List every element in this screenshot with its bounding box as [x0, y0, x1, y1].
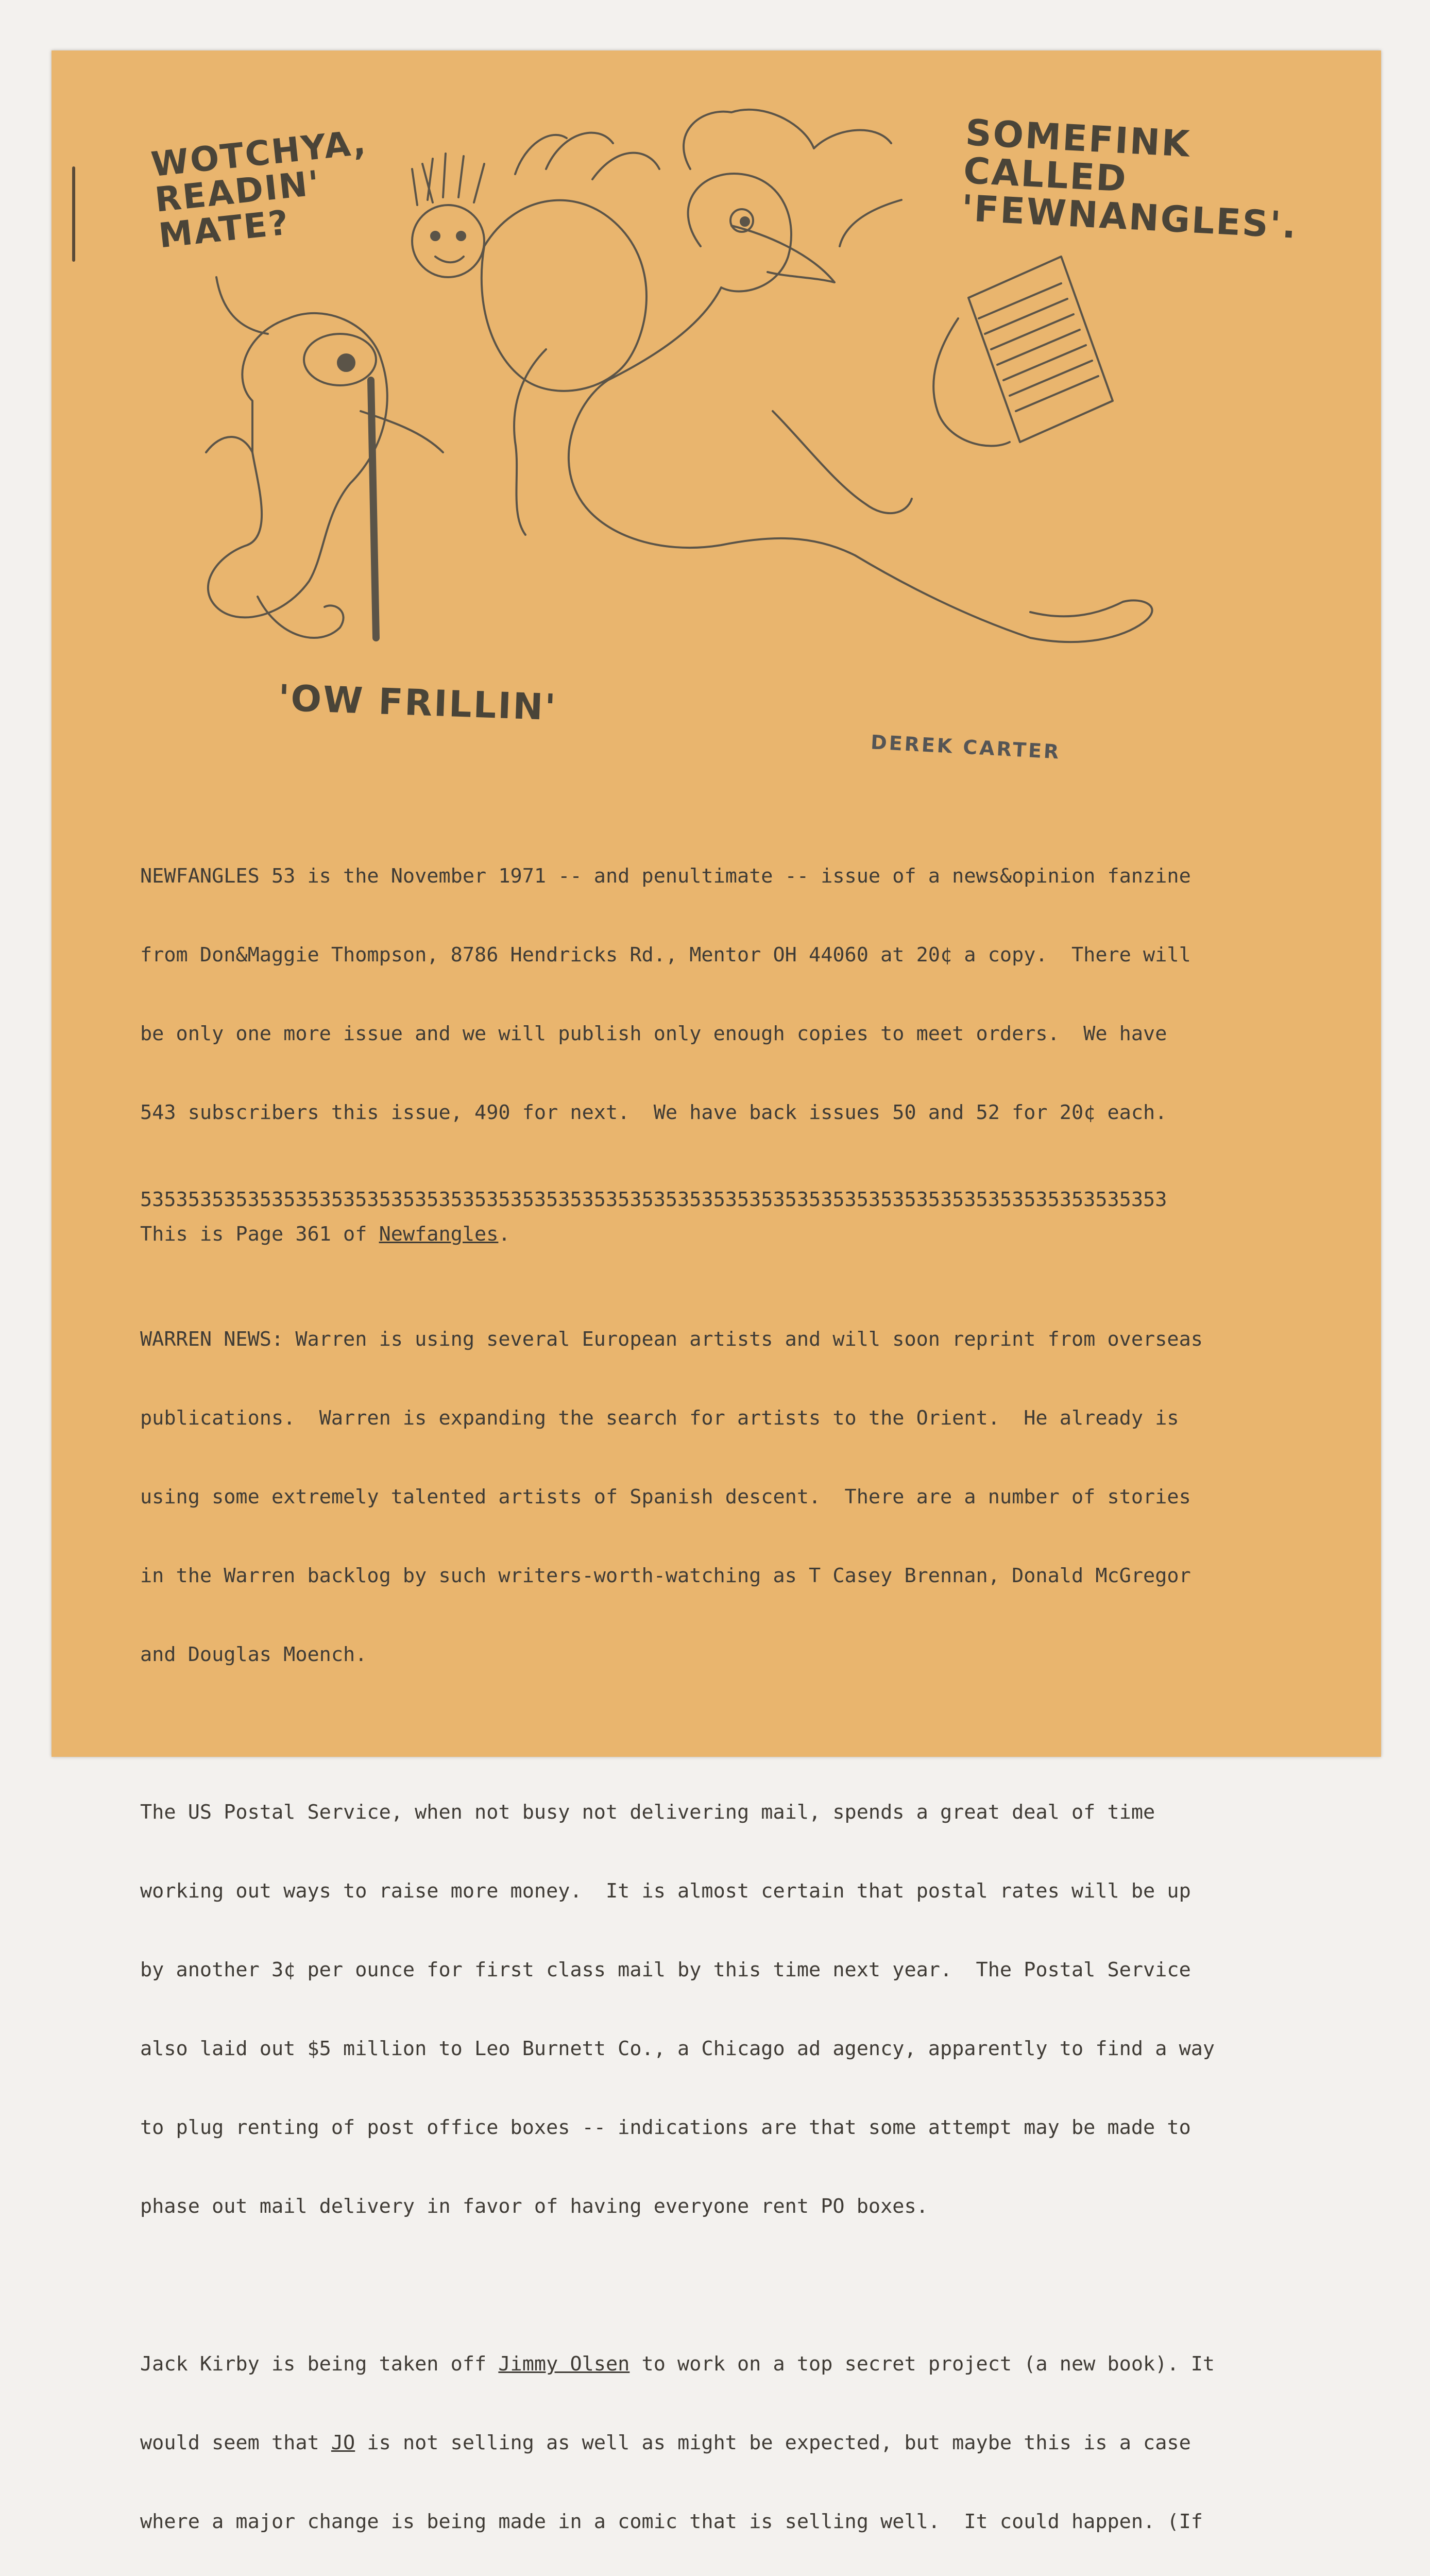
- text-line: in the Warren backlog by such writers-worth-watching as T Casey Brennan, Donald McGregor: [140, 1564, 1191, 1587]
- postal-paragraph: [140, 1747, 1366, 2272]
- text-segment: is not selling as well as might be expected, but maybe this is a case: [355, 2431, 1191, 2454]
- jo-title: JO: [331, 2431, 355, 2454]
- text-line: [140, 2430, 1366, 2456]
- page-number-line: [140, 1221, 1366, 1247]
- text-line: [140, 2351, 1366, 2377]
- text-line: using some extremely talented artists of Spanish descent. There are a number of stories: [140, 1485, 1191, 1509]
- text-line: where a major change is being made in a comic that is selling well. It could happen. (If: [140, 2510, 1203, 2533]
- page-line-prefix: This is Page 361 of: [140, 1223, 379, 1246]
- fanzine-page: [52, 50, 1381, 2533]
- text-line: publications. Warren is expanding the search for artists to the Orient. He already is: [140, 1406, 1179, 1430]
- jimmy-olsen-title: Jimmy Olsen: [498, 2352, 630, 2376]
- text-segment: to work on a top secret project (a new book). It: [629, 2352, 1215, 2376]
- text-segment: would seem that: [140, 2431, 331, 2454]
- text-line: and Douglas Moench.: [140, 1643, 367, 1666]
- newfangles-title: Newfangles: [379, 1223, 499, 1246]
- page-line-suffix: .: [498, 1223, 510, 1246]
- article-text: [140, 810, 1366, 2576]
- text-segment: Jack Kirby is being taken off: [140, 2352, 499, 2376]
- text-line: also laid out $5 million to Leo Burnett Co., a Chicago ad agency, apparently to find a way: [140, 2037, 1215, 2060]
- text-line: by another 3¢ per ounce for first class mail by this time next year. The Postal Service: [140, 1958, 1191, 1981]
- staple: [72, 166, 75, 262]
- text-line: 543 subscribers this issue, 490 for next. We have back issues 50 and 52 for 20¢ each.: [140, 1101, 1167, 1124]
- text-line: phase out mail delivery in favor of having everyone rent PO boxes.: [140, 2195, 928, 2218]
- speech-balloon-left: WOTCHYA, READIN' MATE?: [149, 122, 369, 256]
- text-line: working out ways to raise more money. It is almost certain that postal rates will be up: [140, 1879, 1191, 1903]
- text-line: NEWFANGLES 53 is the November 1971 -- and penultimate -- issue of a news&opinion fanzine: [140, 865, 1191, 888]
- intro-paragraph: [140, 810, 1366, 1178]
- text-line: from Don&Maggie Thompson, 8786 Hendricks Rd., Mentor OH 44060 at 20¢ a copy. There will: [140, 943, 1191, 967]
- kirby-paragraph: [140, 2298, 1366, 2576]
- text-line: be only one more issue and we will publish only enough copies to meet orders. We have: [140, 1022, 1167, 1045]
- divider-line: 53535353535353535353535353535353535353535353535353535353535353535353535353535353535353: [140, 1188, 1167, 1211]
- text-line: to plug renting of post office boxes -- indications are that some attempt may be made to: [140, 2116, 1191, 2139]
- artist-signature: DEREK CARTER: [870, 731, 1062, 764]
- text-line: The US Postal Service, when not busy not delivering mail, spends a great deal of time: [140, 1801, 1155, 1824]
- warren-news-paragraph: [140, 1274, 1366, 1720]
- text-line: WARREN NEWS: Warren is using several European artists and will soon reprint from overseas: [140, 1328, 1203, 1351]
- speech-caption-bottom: 'OW FRILLIN': [277, 676, 558, 729]
- speech-balloon-right: SOMEFINK CALLED 'FEWNANGLES'.: [960, 111, 1299, 247]
